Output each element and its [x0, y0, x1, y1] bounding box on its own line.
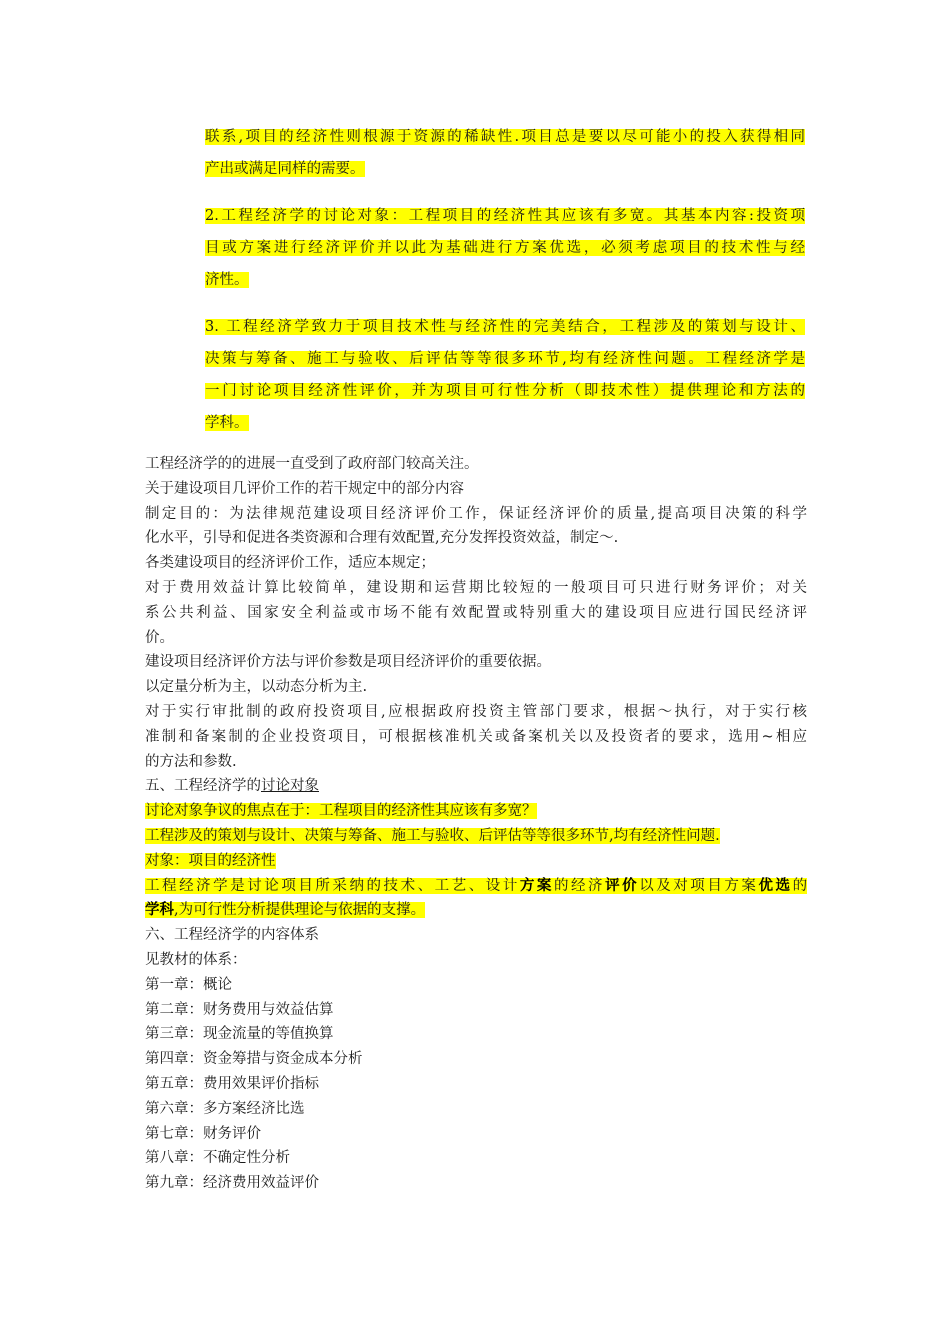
- text-line: 3. 工程经济学致力于项目技术性与经济性的完美结合，工程涉及的策划与设计、: [205, 319, 805, 335]
- chapter-item: 第七章：财务评价: [145, 1125, 261, 1142]
- main-body-text: [145, 452, 807, 1196]
- highlighted-line: 工程涉及的策划与设计、决策与筹备、施工与验收、后评估等等很多环节,均有经济性问题.: [145, 827, 720, 844]
- highlighted-indented-section: [205, 121, 805, 454]
- text-line: 各类建设项目的经济评价工作，适应本规定；: [145, 555, 435, 572]
- text-line: 见教材的体系：: [145, 951, 247, 968]
- chapter-item: 第一章：概论: [145, 976, 232, 993]
- text-line: 的方法和参数.: [145, 753, 237, 770]
- text-line: 建设项目经济评价方法与评价参数是项目经济评价的重要依据。: [145, 654, 551, 671]
- text-line: 对于费用效益计算比较简单，建设期和运营期比较短的一般项目可只进行财务评价；对关: [145, 579, 807, 596]
- text-line: 产出或满足同样的需要。: [205, 161, 365, 177]
- highlighted-line: 对象：项目的经济性: [145, 852, 276, 869]
- highlighted-line: 讨论对象争议的焦点在于：工程项目的经济性其应该有多宽？: [145, 803, 537, 820]
- text-line: 制定目的：为法律规范建设项目经济评价工作，保证经济评价的质量,提高项目决策的科学: [145, 505, 807, 522]
- text-line: 关于建设项目几评价工作的若干规定中的部分内容: [145, 480, 464, 497]
- text-line: 准制和备案制的企业投资项目，可根据核准机关或备案机关以及投资者的要求，选用~相应: [145, 728, 807, 745]
- chapter-item: 第八章：不确定性分析: [145, 1150, 290, 1167]
- text-line: 目或方案进行经济评价并以此为基础进行方案优选，必须考虑项目的技术性与经: [205, 240, 805, 256]
- text-line: 化水平，引导和促进各类资源和合理有效配置,充分发挥投资效益，制定～.: [145, 530, 619, 547]
- text-line: 学科。: [205, 415, 249, 431]
- underlined-heading-text: 讨论对象: [261, 778, 319, 795]
- chapter-item: 第二章：财务费用与效益估算: [145, 1001, 334, 1018]
- chapter-item: 第五章：费用效果评价指标: [145, 1075, 319, 1092]
- text-line: 济性。: [205, 272, 249, 288]
- highlighted-line: 工程经济学是讨论项目所采纳的技术、工艺、设计方案的经济评价以及对项目方案优选的: [145, 876, 807, 894]
- text-line: 工程经济学的的进展一直受到了政府部门较高关注。: [145, 456, 479, 472]
- text-line: 系公共利益、国家安全利益或市场不能有效配置或特别重大的建设项目应进行国民经济评: [145, 604, 807, 621]
- text-line: 2.工程经济学的讨论对象：工程项目的经济性其应该有多宽。其基本内容:投资项: [205, 208, 805, 224]
- text-line: 决策与筹备、施工与验收、后评估等等很多环节,均有经济性问题。工程经济学是: [205, 351, 805, 367]
- chapter-item: 第四章：资金筹措与资金成本分析: [145, 1051, 363, 1068]
- text-line: 对于实行审批制的政府投资项目,应根据政府投资主管部门要求，根据～执行，对于实行核: [145, 703, 807, 720]
- text-line: 价。: [145, 629, 174, 646]
- text-line: 联系,项目的经济性则根源于资源的稀缺性.项目总是要以尽可能小的投入获得相同: [205, 129, 805, 145]
- text-line: 以定量分析为主，以动态分析为主.: [145, 679, 368, 696]
- chapter-item: 第九章：经济费用效益评价: [145, 1175, 319, 1192]
- paragraph-point-2: [205, 200, 805, 296]
- section-heading-6: 六、工程经济学的内容体系: [145, 927, 319, 944]
- section-heading-5: 五、工程经济学的讨论对象: [145, 778, 319, 795]
- highlighted-line: 学科,为可行性分析提供理论与依据的支撑。: [145, 901, 426, 919]
- text-line: 一门讨论项目经济性评价，并为项目可行性分析（即技术性）提供理论和方法的: [205, 383, 805, 399]
- chapter-item: 第三章：现金流量的等值换算: [145, 1026, 334, 1043]
- chapter-item: 第六章：多方案经济比选: [145, 1100, 305, 1117]
- paragraph-scarcity: [205, 121, 805, 185]
- paragraph-point-3: [205, 311, 805, 439]
